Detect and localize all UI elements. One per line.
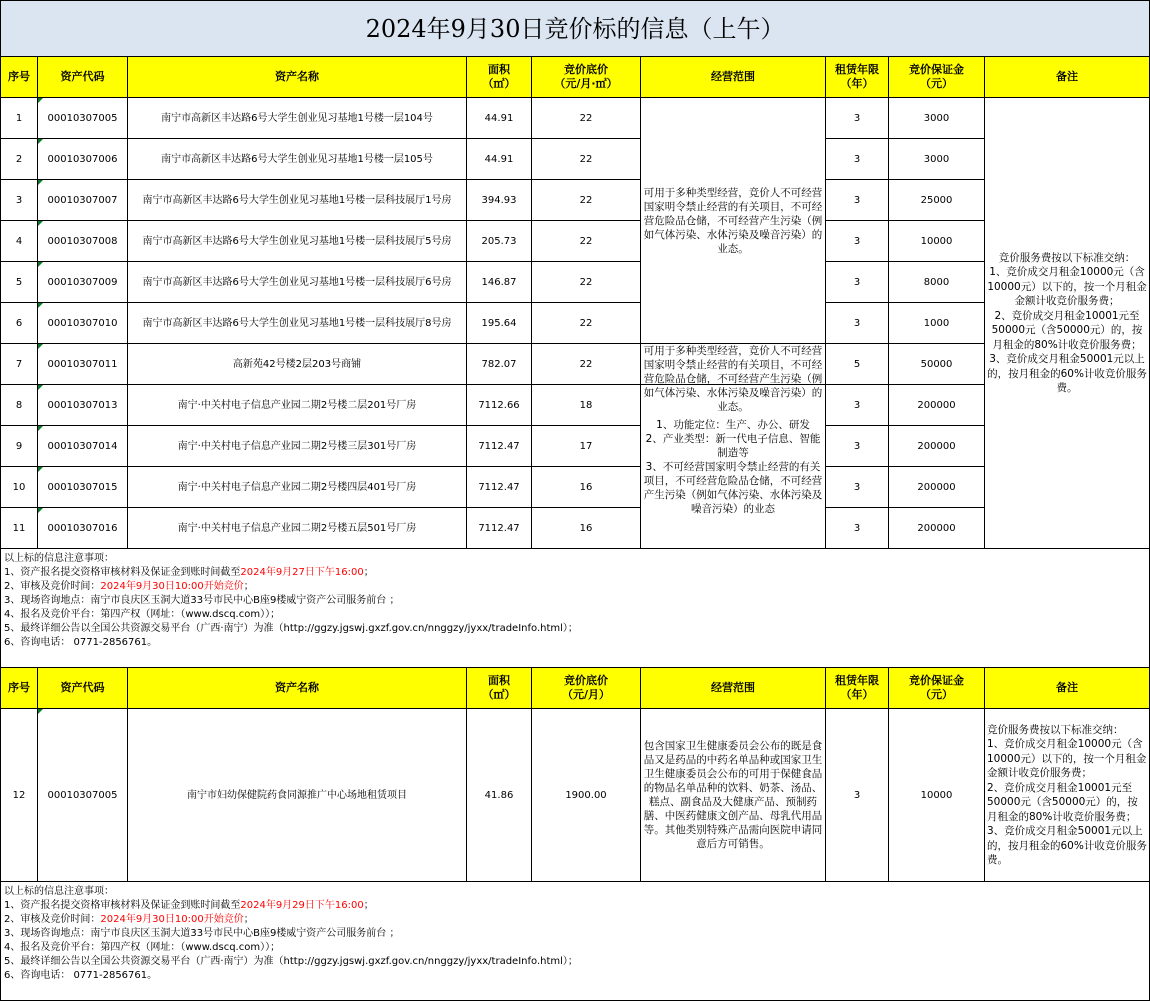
notes-line-3: 3、现场咨询地点：南宁市良庆区玉洞大道33号市民中心B座9楼威宁资产公司服务前台 ；	[4, 595, 400, 606]
row-area: 7112.66	[467, 385, 532, 426]
table-header	[1, 57, 1150, 98]
row-deposit: 10000	[889, 221, 985, 262]
header-deposit: 竞价保证金 （元）	[889, 57, 985, 98]
row-no: 9	[1, 426, 38, 467]
table-row	[1, 262, 1150, 303]
row-no: 12	[1, 709, 38, 882]
row-area: 394.93	[467, 180, 532, 221]
row-no: 10	[1, 467, 38, 508]
row-price: 22	[532, 98, 641, 139]
row-years: 3	[826, 467, 889, 508]
row-price: 18	[532, 385, 641, 426]
remark-text: 竞价服务费按以下标准交纳： 1、竞价成交月租金10000元（含10000元）以下的，按一个月租金金额计收竞价服务费； 2、竞价成交月租金10001元至50000元（含50000元）的，按月租金的80%计收竞价服务费； 3、竞价成交月租金50001元以上的，按月租金的60%计收竞价服务费。	[985, 709, 1150, 882]
header-code: 资产代码	[38, 57, 128, 98]
table-row	[1, 98, 1150, 139]
row-area: 7112.47	[467, 508, 532, 549]
page-title: 2024年9月30日竞价标的信息（上午）	[1, 1, 1150, 57]
row-deposit: 200000	[889, 467, 985, 508]
notes-line-4: 4、报名及竞价平台：第四产权（网址：（www.dscq.com））；	[4, 942, 281, 953]
remark-text: 竞价服务费按以下标准交纳： 1、竞价成交月租金10000元（含10000元）以下的，按一个月租金金额计收竞价服务费； 2、竞价成交月租金10001元至50000元（含50000元）的，按月租金的80%计收竞价服务费； 3、竞价成交月租金50001元以上的，按月租金的60%计收竞价服务费。	[985, 98, 1150, 549]
row-no: 6	[1, 303, 38, 344]
row-area: 782.07	[467, 344, 532, 385]
notes-line-6: 6、咨询电话： 0771-2856761。	[4, 637, 158, 648]
scope-text	[641, 344, 826, 413]
notes-line-5: 5、最终详细公告以全国公共资源交易平台（广西·南宁）为准（http://ggzy.jgswj.gxzf.gov.cn/nnggzy/jyxx/tradeInfo.html）；	[4, 623, 578, 634]
header-remark: 备注	[985, 668, 1150, 709]
row-name: 南宁市高新区丰达路6号大学生创业见习基地1号楼一层104号	[128, 98, 467, 139]
row-area: 205.73	[467, 221, 532, 262]
row-price: 16	[532, 508, 641, 549]
row-no: 8	[1, 385, 38, 426]
notes-line-3: 3、现场咨询地点：南宁市良庆区玉洞大道33号市民中心B座9楼威宁资产公司服务前台 ；	[4, 928, 400, 939]
row-price: 22	[532, 303, 641, 344]
scope-text-clipped: 可用于多种类型经营，竞价人不可经营国家明令禁止经营的有关项目，不可经营危险品仓储，不可经营产生污染（例如气体污染、水体污染及噪音污染）的业态。	[643, 345, 823, 413]
header-price: 竞价底价 （元/月）	[532, 668, 641, 709]
row-no: 3	[1, 180, 38, 221]
row-code: 00010307015	[38, 467, 128, 508]
row-deposit: 25000	[889, 180, 985, 221]
scope-text: 1、功能定位：生产、办公、研发 2、产业类型：新一代电子信息、智能制造等 3、不可经营国家明令禁止经营的有关项目，不可经营危险品仓储，不可经营产生污染（例如气体污染、水体污染及噪音污染）的业态	[641, 385, 826, 549]
row-name: 南宁市高新区丰达路6号大学生创业见习基地1号楼一层科技展厅1号房	[128, 180, 467, 221]
table-row	[1, 508, 1150, 549]
row-price: 22	[532, 139, 641, 180]
notes-line-1: 1、资产报名提交资格审核材料及保证金到账时间截至2024年9月29日下午16:00；	[4, 900, 374, 911]
row-years: 3	[826, 508, 889, 549]
row-price: 22	[532, 344, 641, 385]
header-years: 租赁年限 （年）	[826, 57, 889, 98]
row-years: 3	[826, 262, 889, 303]
row-name: 南宁市妇幼保健院药食同源推广中心场地租赁项目	[128, 709, 467, 882]
row-code: 00010307010	[38, 303, 128, 344]
table-row	[1, 221, 1150, 262]
row-years: 3	[826, 303, 889, 344]
header-deposit: 竞价保证金 （元）	[889, 668, 985, 709]
table-header-2	[1, 668, 1150, 709]
header-price: 竞价底价 （元/月·㎡）	[532, 57, 641, 98]
row-code: 00010307016	[38, 508, 128, 549]
row-years: 5	[826, 344, 889, 385]
row-name: 南宁市高新区丰达路6号大学生创业见习基地1号楼一层科技展厅8号房	[128, 303, 467, 344]
header-years: 租赁年限 （年）	[826, 668, 889, 709]
row-code: 00010307009	[38, 262, 128, 303]
header-name: 资产名称	[128, 57, 467, 98]
notes-line-6: 6、咨询电话： 0771-2856761。	[4, 970, 158, 981]
row-name: 南宁市高新区丰达路6号大学生创业见习基地1号楼一层科技展厅6号房	[128, 262, 467, 303]
row-price: 17	[532, 426, 641, 467]
row-deposit: 1000	[889, 303, 985, 344]
row-price: 1900.00	[532, 709, 641, 882]
row-area: 44.91	[467, 98, 532, 139]
row-years: 3	[826, 180, 889, 221]
notes-line-4: 4、报名及竞价平台：第四产权（网址：（www.dscq.com））；	[4, 609, 281, 620]
row-years: 3	[826, 709, 889, 882]
row-area: 7112.47	[467, 426, 532, 467]
header-area: 面积 （㎡）	[467, 668, 532, 709]
row-deposit: 50000	[889, 344, 985, 385]
row-code: 00010307007	[38, 180, 128, 221]
table-row	[1, 709, 1150, 882]
row-code: 00010307011	[38, 344, 128, 385]
row-code: 00010307005	[38, 98, 128, 139]
notes-block-2	[1, 882, 1150, 1001]
row-deposit: 10000	[889, 709, 985, 882]
row-price: 22	[532, 180, 641, 221]
row-years: 3	[826, 98, 889, 139]
row-area: 41.86	[467, 709, 532, 882]
row-name: 南宁·中关村电子信息产业园二期2号楼三层301号厂房	[128, 426, 467, 467]
row-code: 00010307006	[38, 139, 128, 180]
asset-rows	[1, 98, 1150, 549]
row-years: 3	[826, 221, 889, 262]
row-area: 44.91	[467, 139, 532, 180]
table-row	[1, 385, 1150, 426]
row-name: 南宁·中关村电子信息产业园二期2号楼二层201号厂房	[128, 385, 467, 426]
table-row	[1, 139, 1150, 180]
row-years: 3	[826, 139, 889, 180]
header-code: 资产代码	[38, 668, 128, 709]
header-no: 序号	[1, 668, 38, 709]
scope-text: 包含国家卫生健康委员会公布的既是食品又是药品的中药名单品种或国家卫生卫生健康委员会公布的可用于保健食品的物品名单品种的饮料、奶茶、汤品、糕点、副食品及大健康产品、预制药膳、中医药健康文创产品、母乳代用品等。其他类别特殊产品需向医院申请同意后方可销售。	[641, 709, 826, 882]
table-row	[1, 426, 1150, 467]
header-scope: 经营范围	[641, 57, 826, 98]
row-price: 22	[532, 221, 641, 262]
row-no: 2	[1, 139, 38, 180]
header-no: 序号	[1, 57, 38, 98]
notes-line-2: 2、审核及竞价时间：2024年9月30日10:00开始竞价；	[4, 581, 254, 592]
row-deposit: 8000	[889, 262, 985, 303]
row-price: 22	[532, 262, 641, 303]
notes-block-1	[1, 549, 1150, 668]
row-no: 4	[1, 221, 38, 262]
header-scope: 经营范围	[641, 668, 826, 709]
row-area: 7112.47	[467, 467, 532, 508]
row-name: 南宁·中关村电子信息产业园二期2号楼四层401号厂房	[128, 467, 467, 508]
scope-text: 可用于多种类型经营，竞价人不可经营国家明令禁止经营的有关项目，不可经营危险品仓储，不可经营产生污染（例如气体污染、水体污染及噪音污染）的业态。	[641, 98, 826, 344]
notes-line-2: 2、审核及竞价时间：2024年9月30日10:00开始竞价；	[4, 914, 254, 925]
table-row	[1, 303, 1150, 344]
row-area: 146.87	[467, 262, 532, 303]
table-row	[1, 180, 1150, 221]
notes-line-1: 1、资产报名提交资格审核材料及保证金到账时间截至2024年9月27日下午16:00；	[4, 567, 374, 578]
row-name: 南宁·中关村电子信息产业园二期2号楼五层501号厂房	[128, 508, 467, 549]
header-area: 面积 （㎡）	[467, 57, 532, 98]
row-no: 5	[1, 262, 38, 303]
row-deposit: 3000	[889, 139, 985, 180]
header-remark: 备注	[985, 57, 1150, 98]
row-no: 7	[1, 344, 38, 385]
row-deposit: 200000	[889, 426, 985, 467]
notes-heading: 以上标的信息注意事项：	[4, 553, 114, 564]
row-name: 南宁市高新区丰达路6号大学生创业见习基地1号楼一层科技展厅5号房	[128, 221, 467, 262]
row-years: 3	[826, 426, 889, 467]
row-deposit: 200000	[889, 508, 985, 549]
table-row	[1, 467, 1150, 508]
header-name: 资产名称	[128, 668, 467, 709]
row-years: 3	[826, 385, 889, 426]
row-deposit: 200000	[889, 385, 985, 426]
row-area: 195.64	[467, 303, 532, 344]
row-code: 00010307005	[38, 709, 128, 882]
row-name: 高新苑42号楼2层203号商铺	[128, 344, 467, 385]
notes-heading: 以上标的信息注意事项：	[4, 886, 114, 897]
row-deposit: 3000	[889, 98, 985, 139]
notes-line-5: 5、最终详细公告以全国公共资源交易平台（广西·南宁）为准（http://ggzy.jgswj.gxzf.gov.cn/nnggzy/jyxx/tradeInfo.html）；	[4, 956, 578, 967]
row-no: 11	[1, 508, 38, 549]
row-code: 00010307008	[38, 221, 128, 262]
row-name: 南宁市高新区丰达路6号大学生创业见习基地1号楼一层105号	[128, 139, 467, 180]
row-price: 16	[532, 467, 641, 508]
row-code: 00010307013	[38, 385, 128, 426]
table-row	[1, 344, 1150, 385]
row-no: 1	[1, 98, 38, 139]
row-code: 00010307014	[38, 426, 128, 467]
